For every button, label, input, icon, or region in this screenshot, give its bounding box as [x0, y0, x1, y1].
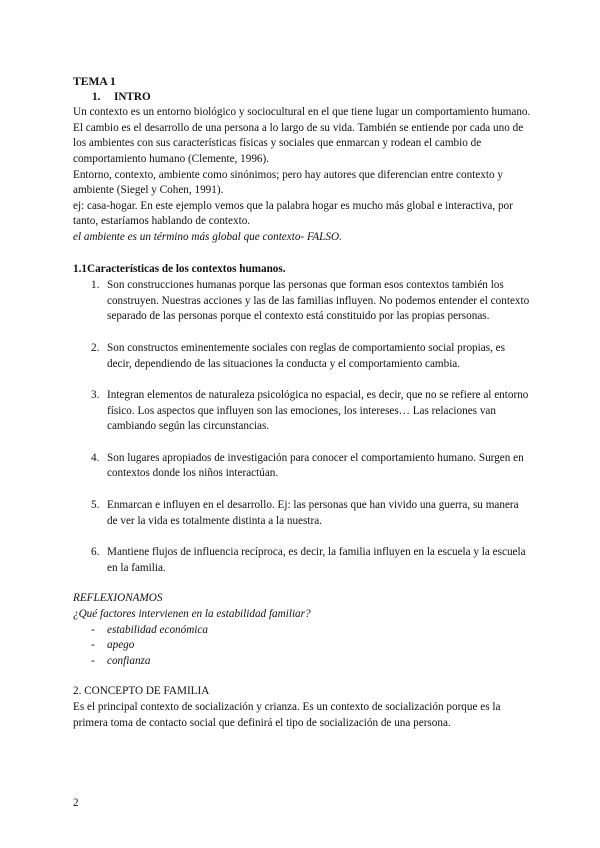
- page-number: 2: [73, 797, 79, 809]
- list-item-number: 1.: [91, 279, 100, 292]
- list-item: [73, 654, 531, 670]
- list-item-number: 2.: [91, 341, 100, 354]
- list-item-number: 5.: [91, 499, 100, 512]
- list-item-number: 4.: [91, 451, 100, 464]
- dash-bullet: -: [91, 654, 95, 667]
- characteristics-heading: 1.1Características de los contextos humanos.: [73, 262, 286, 275]
- list-item-text: Integran elementos de naturaleza psicológica no espacial, es decir, que no se refiere al entorno físico. Los aspectos que influyen son las emociones, los intereses… Las relaciones van cambiando según las circunstancias.: [107, 389, 529, 433]
- list-item: [73, 545, 531, 576]
- familia-paragraph: Es el principal contexto de socialización y crianza. Es un contexto de socialización porque es la primera toma de contacto social que definirá el tipo de socialización de una persona.: [73, 701, 501, 729]
- list-item-text: confianza: [107, 654, 151, 667]
- list-item: [73, 623, 531, 639]
- list-item: [73, 341, 531, 372]
- list-item: [73, 451, 531, 482]
- list-item-number: 3.: [91, 389, 100, 402]
- intro-heading-text: INTRO: [114, 90, 151, 103]
- characteristics-list: [73, 278, 531, 576]
- list-item-text: Enmarcan e influyen en el desarrollo. Ej: las personas que han vivido una guerra, su manera de ver la vida es totalmente distinta a la nuestra.: [107, 499, 519, 527]
- dash-bullet: -: [91, 623, 95, 636]
- intro-paragraph-3: ej: casa-hogar. En este ejemplo vemos que la palabra hogar es mucho más global e interactiva, por tanto, estaríamos hablando de contexto.: [73, 199, 513, 228]
- list-item-text: Son construcciones humanas porque las personas que forman esos contextos también los construyen. Nuestras acciones y las de las familias influyen. No podemos entender el contexto separado de las personas porque el contexto está constituido por las propias personas.: [107, 279, 530, 323]
- dash-bullet: -: [91, 639, 95, 652]
- list-item: [73, 498, 531, 529]
- list-item-text: Mantiene flujos de influencia recíproca, es decir, la familia influyen en la escuela y la escuela en la familia.: [107, 546, 526, 574]
- list-item-text: estabilidad económica: [107, 623, 208, 636]
- list-item: [73, 278, 531, 325]
- intro-paragraph-1: Un contexto es un entorno biológico y sociocultural en el que tiene lugar un comportamiento humano. El cambio es el desarrollo de una persona a lo largo de su vida. También se entiende por cada uno de los ambientes con sus características físicas y sociales que enmarcan y rodean el cambio de comportamiento humano (Clemente, 1996).: [73, 106, 531, 165]
- list-item-text: apego: [107, 639, 135, 652]
- list-item: [73, 638, 531, 654]
- page-content: [73, 74, 531, 731]
- reflexion-question: ¿Qué factores intervienen en la estabilidad familiar?: [73, 608, 311, 621]
- familia-heading: 2. CONCEPTO DE FAMILIA: [73, 685, 210, 698]
- list-item-number: 6.: [91, 546, 100, 559]
- list-item-text: Son constructos eminentemente sociales con reglas de comportamiento social propias, es decir, dependiendo de las situaciones la conducta y el comportamiento cambia.: [107, 341, 505, 370]
- reflexion-list: [73, 623, 531, 670]
- list-item: [73, 388, 531, 435]
- intro-statement: el ambiente es un término más global que contexto- FALSO.: [73, 230, 342, 243]
- list-item-text: Son lugares apropiados de investigación para conocer el comportamiento humano. Surgen en contextos donde los niños interactúan.: [107, 451, 524, 480]
- intro-paragraph-2: Entorno, contexto, ambiente como sinónimos; pero hay autores que diferencian entre contexto y ambiente (Siegel y Cohen, 1991).: [73, 168, 503, 197]
- reflexion-title: REFLEXIONAMOS: [73, 592, 163, 605]
- tema-title: TEMA 1: [73, 75, 116, 88]
- intro-heading-number: 1.: [92, 90, 101, 103]
- intro-heading: [92, 90, 531, 106]
